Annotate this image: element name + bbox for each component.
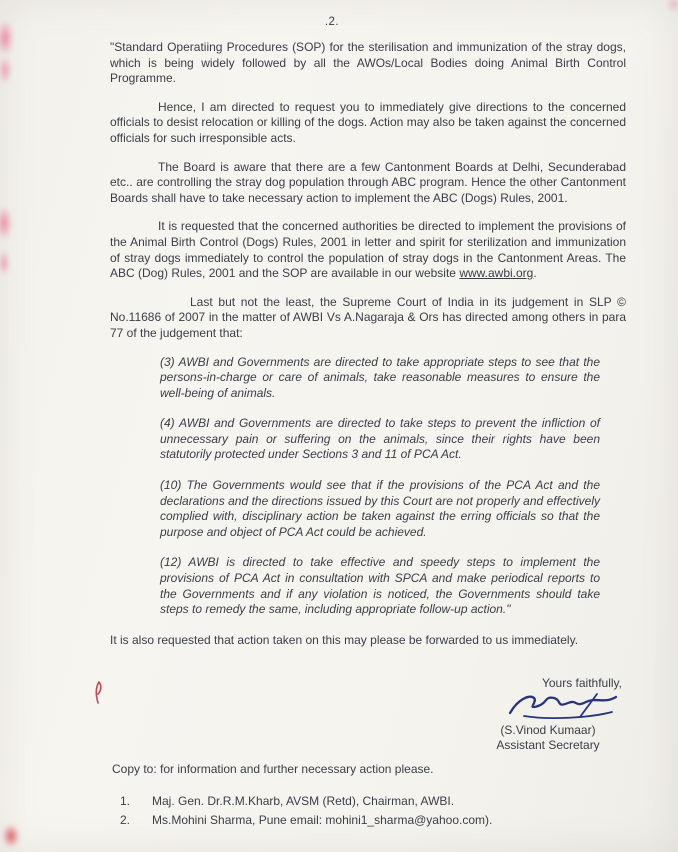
- paragraph-cantonment-boards: The Board is aware that there are a few Cantonment Boards at Delhi, Secunderabad etc.. are controlling the stray dog population through ABC program. Hence the other Cantonment Boards shall have to take necessary action to implement the ABC (Dogs) Rules, 2001.: [110, 159, 626, 205]
- copy-item-number: 1.: [120, 794, 131, 808]
- scan-smudge: [0, 250, 10, 276]
- copy-item-text: Ms.Mohini Sharma, Pune email: mohini1_sharma@yahoo.com).: [152, 813, 493, 827]
- paragraph-abc-rules: [110, 219, 626, 281]
- quote-para-12: (12) AWBI is directed to take effective and speedy steps to implement the provisions of PCA Act in consultation with SPCA and make periodical reports to the Governments and if any violation is noticed, the Governments should take steps to remedy the same, including appropriate follow-up action.": [160, 555, 600, 617]
- scan-smudge: [2, 824, 20, 848]
- scan-smudge: [0, 56, 12, 84]
- quote-para-3: (3) AWBI and Governments are directed to take appropriate steps to see that the persons-in-charge or care of animals, take reasonable measures to ensure the well-being of animals.: [160, 354, 600, 400]
- valediction: Yours faithfully,: [541, 676, 622, 690]
- paragraph-directions: Hence, I am directed to request you to immediately give directions to the concerned officials to desist relocation or killing of the dogs. Action may also be taken against the concerned officials for such irresponsible acts.: [110, 99, 626, 145]
- letter-body: [110, 40, 626, 661]
- paragraph-sop: "Standard Operatiing Procedures (SOP) for the sterilisation and immunization of the stray dogs, which is being widely followed by all the AWOs/Local Bodies doing Animal Birth Control Programme.: [110, 40, 626, 86]
- copy-to-heading: Copy to: for information and further necessary action please.: [112, 762, 434, 776]
- judgement-quotes: [160, 355, 600, 618]
- copy-item-text: Maj. Gen. Dr.R.M.Kharb, AVSM (Retd), Chairman, AWBI.: [152, 794, 455, 808]
- website-link[interactable]: www.awbi.org: [459, 266, 534, 281]
- paragraph-abc-rules-tail: .: [533, 266, 537, 281]
- signature-block: [468, 676, 628, 753]
- scan-smudge: [666, 0, 678, 12]
- copy-item: [112, 794, 592, 809]
- scan-smudge: [0, 206, 12, 240]
- paragraph-supreme-court: Last but not the least, the Supreme Court of India in its judgement in SLP © No.11686 of 2007 in the matter of AWBI Vs A.Nagaraja & Ors has directed among others in para 77 of the judgement that:: [110, 294, 626, 340]
- paragraph-closing: It is also requested that action taken on this may please be forwarded to us immediately.: [110, 632, 579, 647]
- quote-para-10: (10) The Governments would see that if the provisions of the PCA Act and the declarations and the directions issued by this Court are not properly and effectively complied with, disciplinary action be taken against the erring officials so that the purpose and object of PCA Act could be achieved.: [160, 478, 600, 539]
- copy-to-section: [112, 762, 592, 832]
- signatory-name: (S.Vinod Kumaar): [500, 723, 596, 737]
- signatory-title: Assistant Secretary: [496, 738, 600, 752]
- copy-item: [112, 813, 592, 828]
- paragraph-abc-rules-text: It is requested that the concerned authorities be directed to implement the provisions of the Animal Birth Control (Dogs) Rules, 2001 in letter and spirit for sterilization and immunization of stray dogs immediately to control the population of stray dogs in the Cantonment Areas. The ABC (Dog) Rules, 2001 and the SOP are available in our website: [110, 219, 626, 281]
- page-number: .2.: [324, 16, 340, 28]
- red-pen-mark: [90, 680, 106, 706]
- handwritten-signature: [504, 691, 622, 723]
- copy-item-number: 2.: [120, 813, 131, 827]
- quote-para-4: (4) AWBI and Governments are directed to take steps to prevent the infliction of unnecessary pain or suffering on the animals, since their rights have been statutorily protected under Sections 3 and 11 of PCA Act.: [160, 416, 600, 462]
